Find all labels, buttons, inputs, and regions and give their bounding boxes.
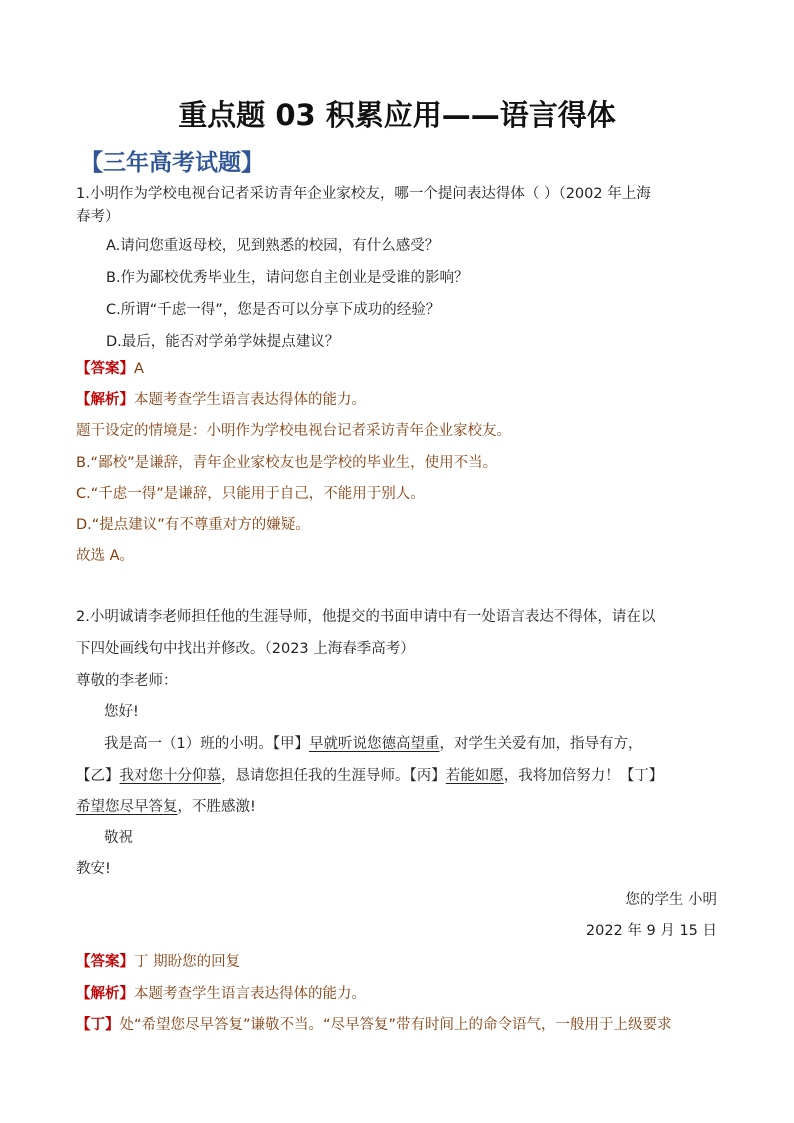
q1-analysis	[76, 388, 366, 409]
tag-bing: 【丙】	[409, 768, 446, 784]
letter-line1	[104, 732, 642, 753]
letter-closing-1: 敬祝	[104, 830, 133, 846]
letter-line2	[76, 764, 663, 785]
section-header: 【三年高考试题】	[80, 150, 264, 176]
underlined-ding: 希望您尽早答复	[76, 799, 178, 815]
q2-answer	[76, 950, 240, 971]
q2-analysis	[76, 982, 366, 1003]
letter-signature: 您的学生 小明	[625, 892, 717, 908]
letter-text: 我是高一（1）班的小明。	[104, 736, 273, 752]
q1-analysis-line4: D.“提点建议”有不尊重对方的嫌疑。	[76, 517, 310, 533]
analysis-tag-ding: 【丁】	[76, 1017, 120, 1033]
letter-salutation: 尊敬的李老师：	[76, 673, 178, 689]
q2-stem-line1: 2.小明诚请李老师担任他的生涯导师，他提交的书面申请中有一处语言表达不得体，请在以	[76, 609, 656, 625]
analysis-tag: 【解析】	[76, 986, 134, 1002]
underlined-bing: 若能如愿	[445, 768, 504, 784]
q1-analysis-line1: 题干设定的情境是：小明作为学校电视台记者采访青年企业家校友。	[76, 423, 511, 439]
letter-text: ，对学生关爱有加，指导有方，	[439, 736, 643, 752]
answer-value: 丁 期盼您的回复	[134, 954, 241, 970]
tag-yi: 【乙】	[76, 768, 120, 784]
analysis-tag: 【解析】	[76, 392, 134, 408]
letter-text: ，恳请您担任我的生涯导师。	[221, 768, 410, 784]
letter-text: ，不胜感激!	[177, 799, 256, 815]
q1-option-b: B.作为鄙校优秀毕业生，请问您自主创业是受谁的影响？	[106, 270, 469, 286]
tag-jia: 【甲】	[272, 736, 309, 752]
q1-option-d: D.最后，能否对学弟学妹提点建议？	[106, 334, 340, 350]
page-title: 重点题 03 积累应用——语言得体	[178, 98, 616, 132]
analysis-text: 本题考查学生语言表达得体的能力。	[134, 392, 366, 408]
q1-analysis-line2: B.“鄙校”是谦辞，青年企业家校友也是学校的毕业生，使用不当。	[76, 455, 498, 471]
letter-line3	[76, 795, 256, 816]
underlined-jia: 早就听说您德高望重	[308, 736, 440, 752]
q1-stem-line2: 春考）	[76, 209, 120, 225]
q2-stem-line2: 下四处画线句中找出并修改。（2023 上海春季高考）	[76, 641, 415, 657]
underlined-yi: 我对您十分仰慕	[119, 768, 221, 784]
q1-stem-line1: 1.小明作为学校电视台记者采访青年企业家校友，哪一个提问表达得体（ ）（2002 年上海	[76, 186, 651, 202]
q1-answer	[76, 357, 144, 378]
answer-value: A	[134, 361, 144, 377]
letter-text: ，我将加倍努力！	[503, 768, 620, 784]
letter-greeting: 您好!	[104, 704, 139, 720]
answer-tag: 【答案】	[76, 954, 134, 970]
letter-date: 2022 年 9 月 15 日	[585, 923, 717, 939]
q1-option-c: C.所谓“千虑一得”，您是否可以分享下成功的经验？	[106, 302, 441, 318]
analysis-detail-text: 处“希望您尽早答复”谦敬不当。“尽早答复”带有时间上的命令语气，一般用于上级要求	[119, 1017, 672, 1033]
q1-option-a: A.请问您重返母校，见到熟悉的校园，有什么感受？	[106, 238, 440, 254]
q1-analysis-line3: C.“千虑一得”是谦辞，只能用于自己，不能用于别人。	[76, 486, 425, 502]
tag-ding: 【丁】	[619, 768, 664, 784]
letter-closing-2: 教安!	[76, 861, 111, 877]
q2-analysis-detail	[76, 1013, 672, 1034]
q1-analysis-line5: 故选 A。	[76, 548, 135, 564]
analysis-text: 本题考查学生语言表达得体的能力。	[134, 986, 366, 1002]
answer-tag: 【答案】	[76, 361, 134, 377]
